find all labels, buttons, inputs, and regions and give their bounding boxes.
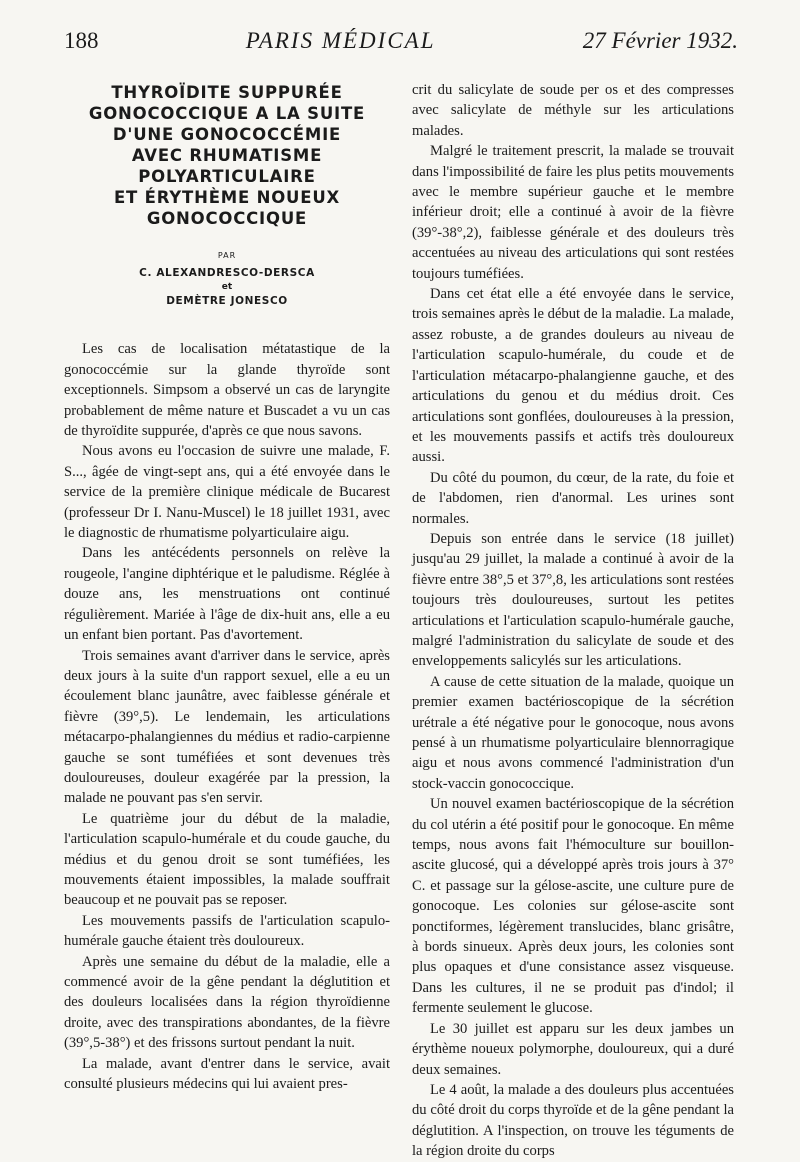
paragraph: Dans cet état elle a été envoyée dans le service, trois semaines après le début de la maladie. La malade, assez robuste, a de grandes douleurs au niveau de l'articulation scapulo-humérale, du coude et de l'articulation métacarpo-phalangienne gauche, et des articulations du genou et du médius droit. Ces articulations sont gonflées, douloureuses à la pression, et les mouvements passifs et actifs très douloureux aussi. (412, 286, 734, 466)
paragraph: La malade, avant d'entrer dans le service, avait consulté plusieurs médecins qui lui avaient pres- (64, 1055, 390, 1093)
right-column (412, 80, 734, 1162)
title-line: THYROÏDITE SUPPURÉE (111, 83, 343, 102)
paragraph: Du côté du poumon, du cœur, de la rate, du foie et de l'abdomen, rien d'anormal. Les urines sont normales. (412, 469, 734, 527)
paragraph: Malgré le traitement prescrit, la malade se trouvait dans l'impossibilité de faire les plus petits mouvements avec le membre supérieur gauche et le membre inférieur droit; elle a continué à avoir de la fièvre (39°-38°,2), faiblesse générale et des douleurs très accentuées au niveau des articulations qui sont restées toujours tuméfiées. (412, 143, 734, 282)
byline-par: PAR (217, 251, 237, 260)
page-number: 188 (64, 28, 99, 53)
paragraph: Un nouvel examen bactérioscopique de la sécrétion du col utérin a été positif pour le gonocoque. En même temps, nous avons fait l'hémoculture sur bouillon-ascite glucosé, qui a développé après trois jours à 37° C. et passage sur la gélose-ascite, une culture pure de gonocoque. Les colonies sur gélose-ascite sont ponctiformes, légèrement translucides, blanc grisâtre, à bords sinueux. Après deux jours, les colonies sont plus opaques et d'une consistance assez visqueuse. Dans les cultures, il ne se produit pas d'indol; il fermente seulement le glucose. (412, 796, 734, 1017)
paragraph: Les cas de localisation métatastique de la gonococcémie sur la glande thyroïde sont exceptionnels. Simpsom a observé un cas de laryngite probablement de même nature et Buscadet a vu un cas de thyroïdite suppurée, d'après ce que nous savons. (64, 341, 390, 440)
paragraph: A cause de cette situation de la malade, quoique un premier examen bactérioscopique de la sécrétion urétrale a été négative pour le gonocoque, nous avons pensé à un rhumatisme polyarticulaire blennorragique aigu et nous avons commencé l'administration d'un stock-vaccin gonococcique. (412, 673, 734, 792)
title-line: POLYARTICULAIRE (138, 167, 316, 186)
paragraph: Les mouvements passifs de l'articulation scapulo-humérale gauche étaient très douloureux. (64, 912, 390, 950)
author-name: C. ALEXANDRESCO-DERSCA (139, 267, 315, 280)
paragraph: Après une semaine du début de la maladie, elle a commencé avoir de la gêne pendant la déglutition et des douleurs localisées dans la région thyroïdienne droite, avec des transpirations abondantes, de la fièvre (39°,5-38°) et des frissons surtout pendant la nuit. (64, 953, 390, 1052)
left-column (64, 76, 390, 1094)
paragraph: crit du salicylate de soude per os et des compresses avec salicylate de méthyle sur les articulations malades. (412, 82, 734, 139)
running-header (64, 28, 738, 68)
paragraph: Le 30 juillet est apparu sur les deux jambes un érythème noueux polymorphe, douloureux, qui a duré deux semaines. (412, 1020, 734, 1078)
paragraph: Le 4 août, la malade a des douleurs plus accentuées du côté droit du corps thyroïde et de la gêne pendant la déglutition. A l'inspection, on trouve les téguments de la région droite du corps (412, 1081, 734, 1160)
paragraph: Nous avons eu l'occasion de suivre une malade, F. S..., âgée de vingt-sept ans, qui a été envoyée dans le service de la première clinique médicale de Bucarest (professeur Dr I. Nanu-Muscel) le 18 juillet 1931, avec le diagnostic de rhumatisme polyarticulaire aigu. (64, 443, 390, 542)
title-line: D'UNE GONOCOCCÉMIE (112, 125, 342, 144)
author-name: DEMÈTRE JONESCO (166, 295, 288, 308)
paragraph: Le quatrième jour du début de la maladie, l'articulation scapulo-humérale et du coude gauche, du médius et du genou droit se sont tuméfiées, les mouvements étaient impossibles, la malade souffrait beaucoup et ne pouvait pas se reposer. (64, 810, 390, 909)
title-line: ET ÉRYTHÈME NOUEUX (113, 188, 341, 207)
journal-name: PARIS MÉDICAL (245, 28, 436, 53)
byline (64, 246, 390, 309)
article-title (64, 82, 390, 229)
issue-date: 27 Février 1932. (582, 28, 738, 53)
paragraph: Depuis son entrée dans le service (18 juillet) jusqu'au 29 juillet, la malade a continué à avoir de la fièvre entre 38°,5 et 37°,8, les articulations sont restées toujours très douloureuses, surtout les petites articulations et l'articulation scapulo-humérale gauche, malgré l'administration du salicylate de soude et des enveloppements salicylés sur les articulations. (412, 530, 734, 670)
title-line: GONOCOCCIQUE A LA SUITE (88, 104, 366, 123)
paragraph: Trois semaines avant d'arriver dans le service, après deux jours à la suite d'un rapport sexuel, elle a eu un écoulement blanc jaunâtre, avec faiblesse générale et fièvre (39°,5). Le lendemain, les articulations métacarpo-phalangiennes du médius et radio-carpienne gauche se sont tuméfiées et sont devenues très douloureuses, douleur exagérée par la pression, la malade ne pouvant pas s'en servir. (64, 647, 390, 807)
byline-and: et (221, 282, 233, 293)
title-line: GONOCOCCIQUE (146, 209, 308, 228)
title-line: AVEC RHUMATISME (131, 146, 323, 165)
paragraph: Dans les antécédents personnels on relève la rougeole, l'angine diphtérique et le paludisme. Réglée à douze ans, les menstruations ont continué régulièrement. Mariée à l'âge de dix-huit ans, elle a eu un enfant bien portant. Pas d'avortement. (64, 545, 390, 644)
